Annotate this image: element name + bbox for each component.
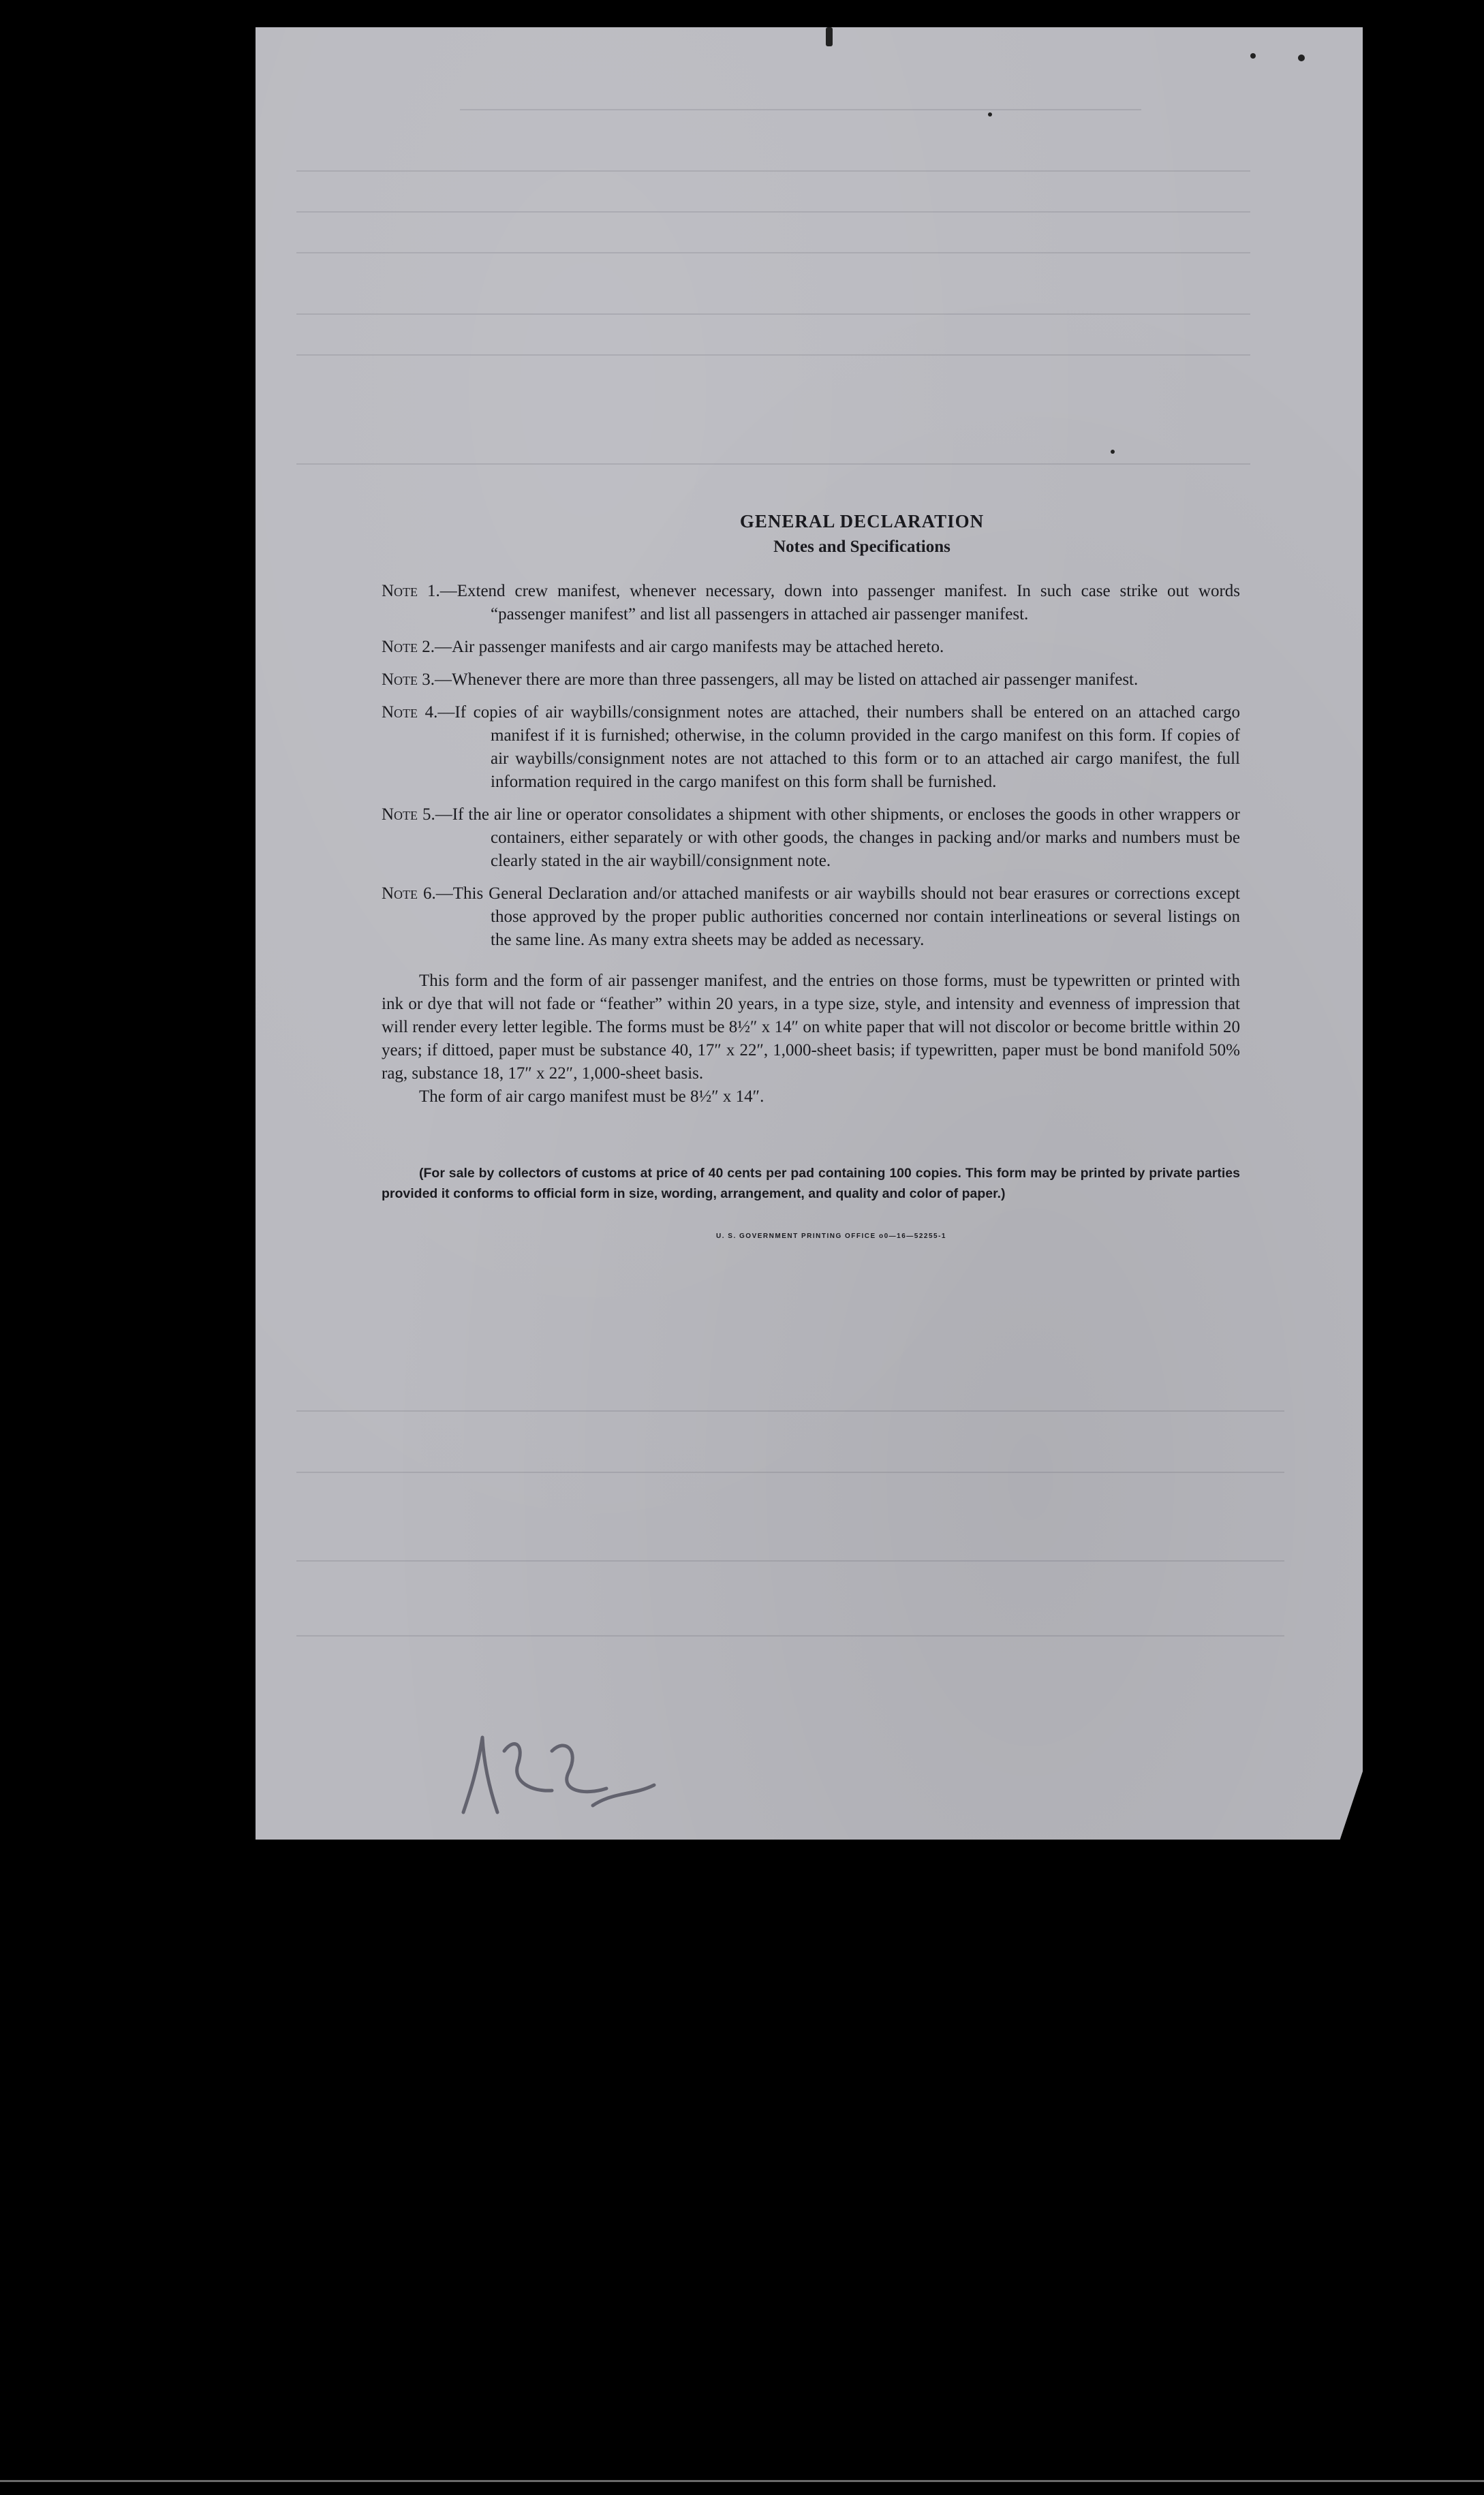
show-through-line xyxy=(296,1472,1284,1473)
note-3 xyxy=(382,668,1240,692)
note-5 xyxy=(382,803,1240,873)
note-label: Note 5. xyxy=(382,805,435,824)
note-1 xyxy=(382,580,1240,626)
printer-imprint: U. S. GOVERNMENT PRINTING OFFICE o0—16—52255-1 xyxy=(716,1233,946,1240)
sale-notice: (For sale by collectors of customs at price of 40 cents per pad containing 100 copies. This form may be printed by private parties provided it conforms to official form in size, wording, arrangement, and quality and color of paper.) xyxy=(382,1166,1240,1201)
note-label: Note 6. xyxy=(382,884,436,903)
ink-speck xyxy=(1298,55,1305,61)
form-specification-paragraph: This form and the form of air passenger manifest, and the entries on those forms, must be typewritten or printed with ink or dye that will not fade or “feather” within 20 years, in a type size, style, and intensity and evenness of impression that will render every letter legible. The forms must be 8½″ x 14″ on white paper that will not discolor or become brittle within 20 years; if dittoed, paper must be substance 40, 17″ x 22″, 1,000-sheet basis; if typewritten, paper must be bond manifold 50% rag, substance 18, 17″ x 22″, 1,000-sheet basis. xyxy=(382,972,1240,1083)
document-page xyxy=(256,27,1363,1840)
note-text: —Air passenger manifests and air cargo manifests may be attached hereto. xyxy=(435,638,944,656)
ink-speck xyxy=(988,112,992,117)
note-text: —If copies of air waybills/consignment notes are attached, their numbers shall be entered on an attached cargo manifest if it is furnished; otherwise, in the column provided in the cargo manifest on this form. If copies of air waybills/consignment notes are not attached to this form or to an attached air cargo manifest, the full information required in the cargo manifest on this form shall be furnished. xyxy=(437,703,1240,791)
ink-speck xyxy=(1250,53,1256,59)
note-text: —This General Declaration and/or attached manifests or air waybills should not bear erasures or corrections except those approved by the proper public authorities concerned nor contain interlineations or several listings on the same line. As many extra sheets may be added as necessary. xyxy=(435,884,1240,949)
ink-speck xyxy=(1111,450,1115,454)
show-through-line xyxy=(296,463,1250,465)
note-text: —Whenever there are more than three passengers, all may be listed on attached air passenger manifest. xyxy=(435,670,1139,689)
note-text: —If the air line or operator consolidates a shipment with other shipments, or encloses the goods in other wrappers or containers, either separately or with other goods, the changes in packing and/or marks and numbers must be clearly stated in the air waybill/consignment note. xyxy=(435,805,1241,870)
note-label: Note 4. xyxy=(382,703,438,722)
note-text: —Extend crew manifest, whenever necessary, down into passenger manifest. In such case strike out words “passenger manifest” and list all passengers in attached air passenger manifest. xyxy=(439,582,1241,623)
note-label: Note 1. xyxy=(382,582,440,600)
note-2 xyxy=(382,636,1240,659)
cargo-manifest-size-line: The form of air cargo manifest must be 8½″ x 14″. xyxy=(419,1087,764,1106)
show-through-line xyxy=(296,354,1250,356)
show-through-line xyxy=(296,170,1250,172)
document-subtitle: Notes and Specifications xyxy=(773,538,950,556)
show-through-line xyxy=(296,313,1250,315)
show-through-line xyxy=(296,1560,1284,1562)
note-label: Note 2. xyxy=(382,638,435,656)
document-title: GENERAL DECLARATION xyxy=(739,511,985,531)
signature-show-through xyxy=(450,1710,668,1833)
show-through-line xyxy=(296,1635,1284,1637)
note-label: Note 3. xyxy=(382,670,435,689)
show-through-line xyxy=(296,252,1250,253)
note-6 xyxy=(382,882,1240,952)
show-through-line xyxy=(296,1410,1284,1412)
note-4 xyxy=(382,701,1240,794)
show-through-line xyxy=(460,109,1141,110)
notes-section xyxy=(382,511,1240,1240)
scan-bottom-edge xyxy=(0,2480,1484,2482)
show-through-line xyxy=(296,211,1250,213)
ink-speck xyxy=(826,27,833,46)
